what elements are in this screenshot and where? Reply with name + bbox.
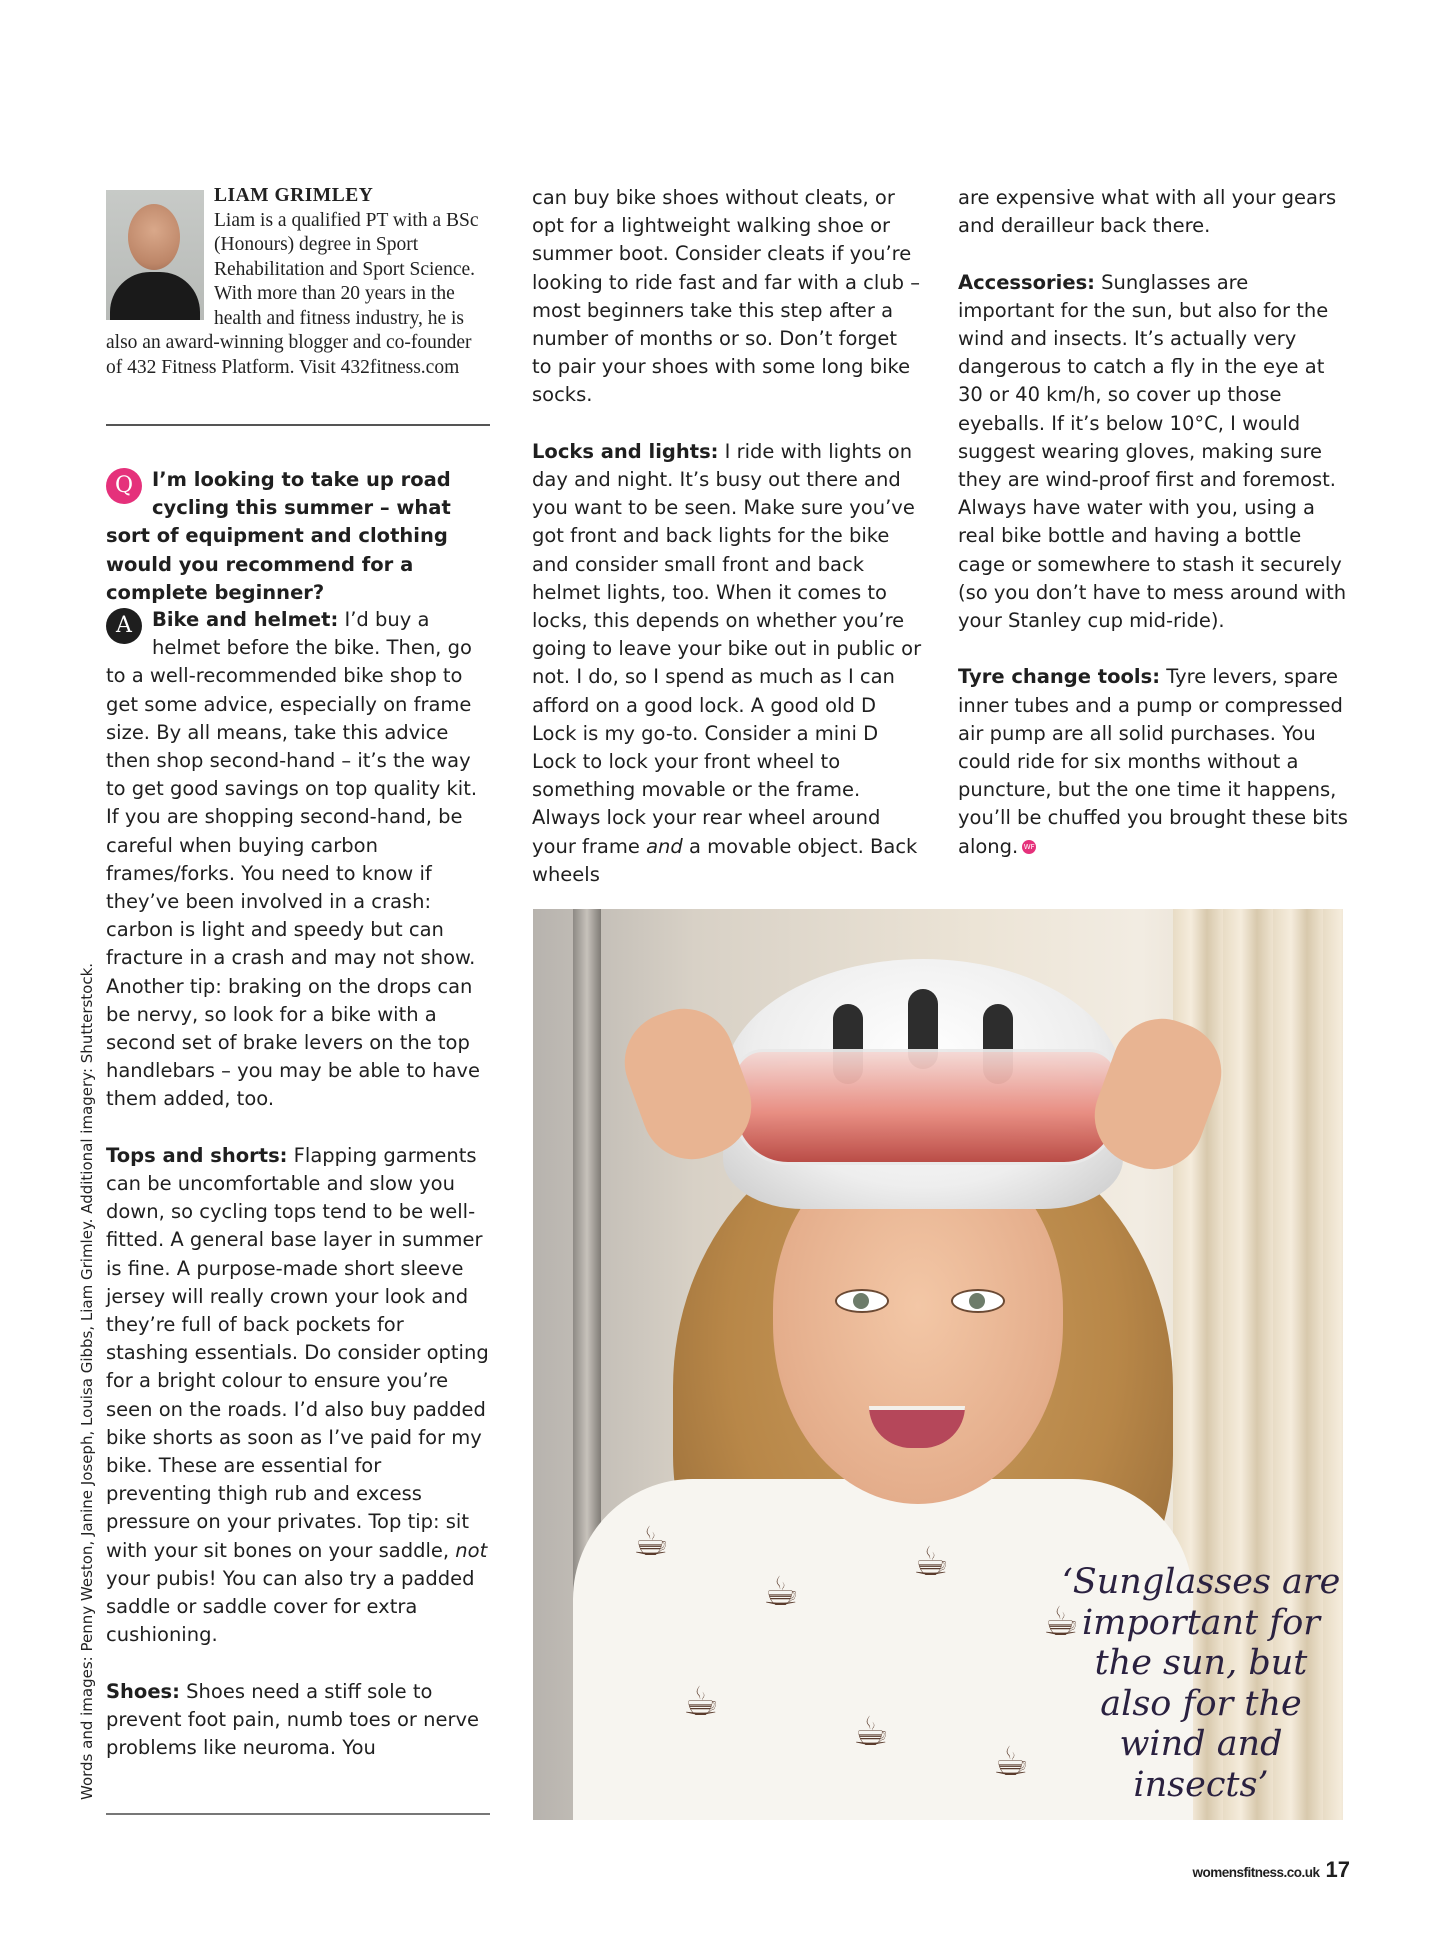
section-text-bike: I’d buy a helmet before the bike. Then, go to a well-recommended bike shop to get some advice, especially on frame size. By all means, take this advice then shop second-hand – it’s the way to get good savings on top quality kit. If you are shopping second-hand, be careful when buying carbon frames/forks. You need to know if they’ve been involved in a crash: carbon is light and speedy but can fracture in a crash and may not show. Another tip: braking on the drops can be nervy, so look for a bike with a second set of brake levers on the top handlebars – you may be able to have them added, too. — [106, 608, 480, 1111]
end-of-article-icon: WF — [1022, 840, 1036, 854]
section-text-shoes-1: Shoes need a stiff sole to prevent foot pain, numb toes or nerve problems like neuroma. You — [106, 1679, 480, 1760]
section-heading-accessories: Accessories: — [958, 270, 1095, 294]
section-emphasis-locks: and — [646, 834, 683, 858]
answer-badge-icon: A — [106, 608, 142, 644]
page-footer — [1180, 1857, 1350, 1889]
section-text-shoes-2: can buy bike shoes without cleats, or opt for a lightweight walking shoe or summer boot. Consider cleats if you’re looking to ride fast and far with a club – most beginners take this step after a number of months or so. Don’t forget to pair your shoes with some long bike socks. — [532, 186, 920, 407]
contributor-bio — [106, 184, 490, 380]
section-heading-shoes: Shoes: — [106, 1679, 180, 1703]
pull-quote: ‘Sunglasses are important for the sun, but also for the wind and insects’ — [1061, 1562, 1341, 1805]
section-text-locks-3: are expensive what with all your gears and derailleur back there. — [958, 186, 1337, 238]
answer-column-1 — [106, 606, 490, 1790]
section-text-tops-2: your pubis! You can also try a padded saddle or saddle cover for extra cushioning. — [106, 1566, 475, 1647]
section-heading-tops: Tops and shorts: — [106, 1143, 288, 1167]
contributor-name: LIAM GRIMLEY — [214, 185, 374, 206]
section-text-tops-1: Flapping garments can be uncomfortable and slow you down, so cycling tops tend to be well-fitted. A general base layer in summer is fine. A purpose-made short sleeve jersey will really crown your look and they’re full of back pockets for stashing essentials. Do consider opting for a bright colour to ensure you’re seen on the roads. I’d also buy padded bike shorts as soon as I’ve paid for my bike. These are essential for preventing thigh rub and excess pressure on your privates. Top tip: sit with your sit bones on your saddle, — [106, 1143, 489, 1562]
section-text-tyre: Tyre levers, spare inner tubes and a pump or compressed air pump are all solid purchases. You could ride for six months without a puncture, but the one time it happens, you’ll be chuffed you brought these bits along. — [958, 665, 1348, 858]
section-heading-tyre: Tyre change tools: — [958, 665, 1160, 689]
section-heading-bike: Bike and helmet: — [152, 608, 339, 631]
photo-credits: Words and images: Penny Weston, Janine Joseph, Louisa Gibbs, Liam Grimley. Additional imagery: Shutterstock. — [78, 962, 96, 1800]
section-text-locks-1: I ride with lights on day and night. It’s busy out there and you want to be seen. Make sure you’ve got front and back lights for the bike and consider small front and back helmet lights, too. When it comes to locks, this depends on whether you’re going to leave your bike out in public or not. I do, so I spend as much as I can afford on a good lock. A good old D Lock is my go-to. Consider a mini D Lock to lock your front wheel to something movable or the frame. Always lock your rear wheel around your frame — [532, 439, 922, 858]
answer-column-3 — [958, 184, 1350, 889]
reader-question — [106, 466, 490, 607]
contributor-description: Liam is a qualified PT with a BSc (Honours) degree in Sport Rehabilitation and Sport Science. With more than 20 years in the health and fitness industry, he is also an award-winning blogger and co-founder of 432 Fitness Platform. Visit 432fitness.com — [106, 209, 479, 378]
section-text-accessories: Sunglasses are important for the sun, but also for the wind and insects. It’s actually very dangerous to catch a fly in the eye at 30 or 40 km/h, so cover up those eyeballs. If it’s below 10°C, I would suggest wearing gloves, making sure they are wind-proof first and foremost. Always have water with you, using a real bike bottle and having a bottle cage or somewhere to stash it securely (so you don’t have to mess around with your Stanley cup mid-ride). — [958, 270, 1347, 633]
column-end-rule — [106, 1813, 490, 1815]
question-badge-icon: Q — [106, 468, 142, 504]
section-text-locks-2: a movable object. Back wheels — [532, 834, 918, 886]
section-emphasis-tops: not — [455, 1538, 488, 1562]
answer-column-2 — [532, 184, 922, 917]
cycling-jersey: ☕ ☕ ☕ ☕ ☕ ☕ ☕ — [573, 1479, 1193, 1820]
site-url: womensfitness.co.uk — [1192, 1865, 1320, 1880]
section-heading-locks: Locks and lights: — [532, 439, 719, 463]
page-number: 17 — [1325, 1857, 1350, 1882]
sunglasses — [733, 1049, 1119, 1165]
contributor-portrait — [106, 190, 204, 320]
bio-divider — [106, 424, 490, 426]
question-text: I’m looking to take up road cycling this summer – what sort of equipment and clothing would you recommend for a complete beginner? — [106, 468, 451, 604]
